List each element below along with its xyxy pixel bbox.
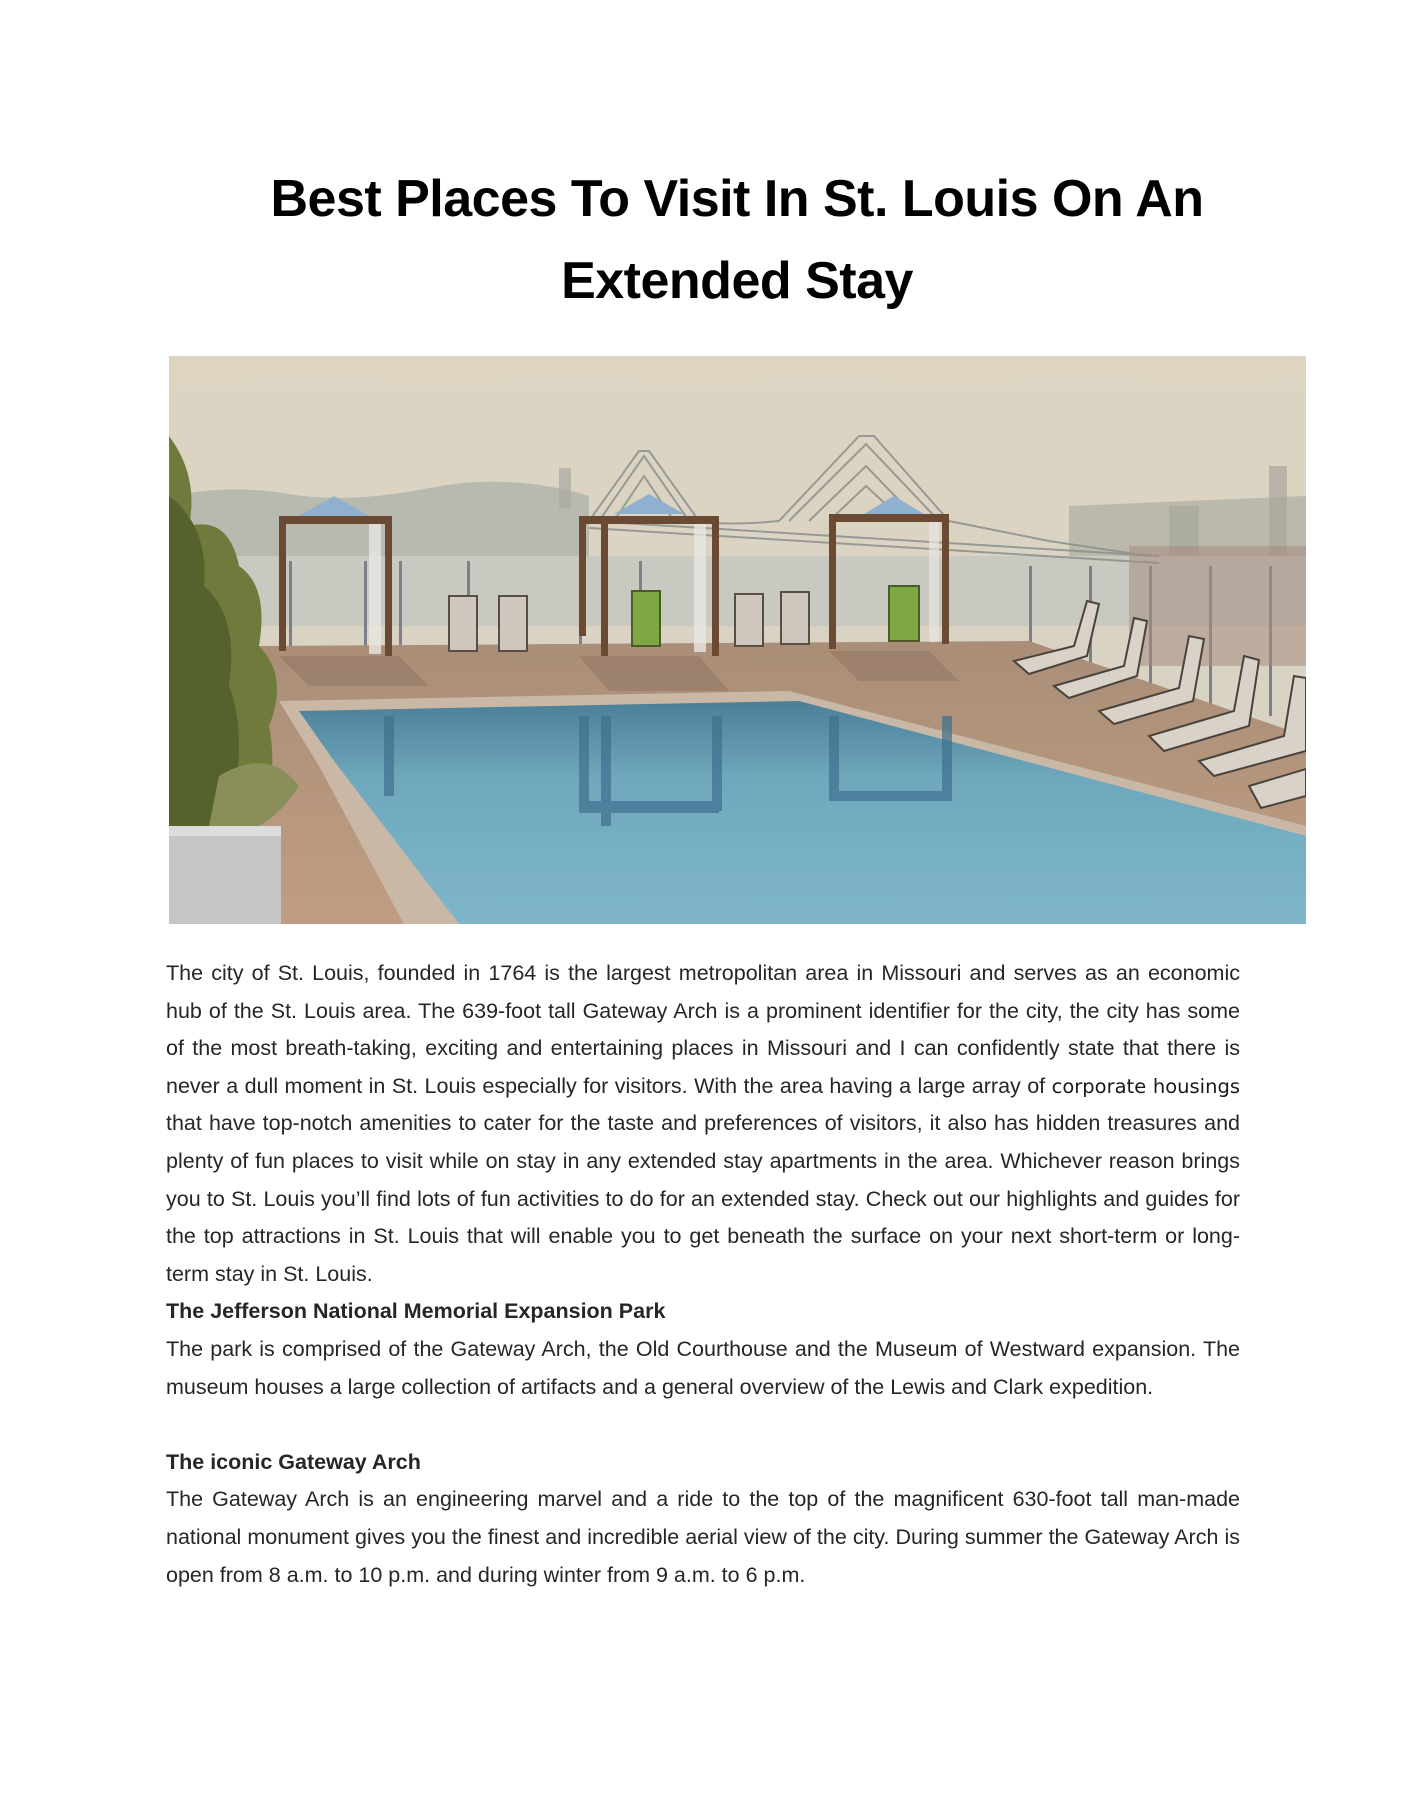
intro-paragraph: The city of St. Louis, founded in 1764 is the largest metropolitan area in Missouri and serves as an economic hub of the St. Louis area. The 639-foot tall Gateway Arch is a prominent identifier for the city, the city has some of the most breath-taking, exciting and entertaining places in Missouri and I can confidently state that there is never a dull moment in St. Louis especially for visitors. With the area having a large array of corporate housings that have top-notch amenities to cater for the taste and preferences of visitors, it also has hidden treasures and plenty of fun places to visit while on stay in any extended stay apartments in the area. Whichever reason brings you to St. Louis you’ll find lots of fun activities to do for an extended stay. Check out our highlights and guides for the top attractions in St. Louis that will enable you to get beneath the surface on your next short-term or long-term stay in St. Louis. — [166, 961, 1240, 1286]
corporate-housings-link[interactable]: corporate housings — [1051, 1074, 1240, 1098]
document-title — [168, 158, 1306, 322]
hero-image — [169, 356, 1306, 924]
article-body — [166, 955, 1240, 1594]
title-line-2: Extended Stay — [561, 252, 913, 310]
title-line-1: Best Places To Visit In St. Louis On An — [270, 170, 1204, 228]
section-body-gateway-arch: The Gateway Arch is an engineering marvel and a ride to the top of the magnificent 630-foot tall man-made national monument gives you the finest and incredible aerial view of the city. During summer the Gateway Arch is open from 8 a.m. to 10 p.m. and during winter from 9 a.m. to 6 p.m. — [166, 1487, 1240, 1587]
spacer — [166, 1406, 1240, 1444]
section-body-jefferson-park: The park is comprised of the Gateway Arch, the Old Courthouse and the Museum of Westward expansion. The museum houses a large collection of artifacts and a general overview of the Lewis and Clark expedition. — [166, 1336, 1240, 1399]
section-heading-gateway-arch: The iconic Gateway Arch — [166, 1449, 421, 1474]
rooftop-pool-illustration — [169, 356, 1306, 924]
section-heading-jefferson-park: The Jefferson National Memorial Expansion Park — [166, 1299, 666, 1324]
